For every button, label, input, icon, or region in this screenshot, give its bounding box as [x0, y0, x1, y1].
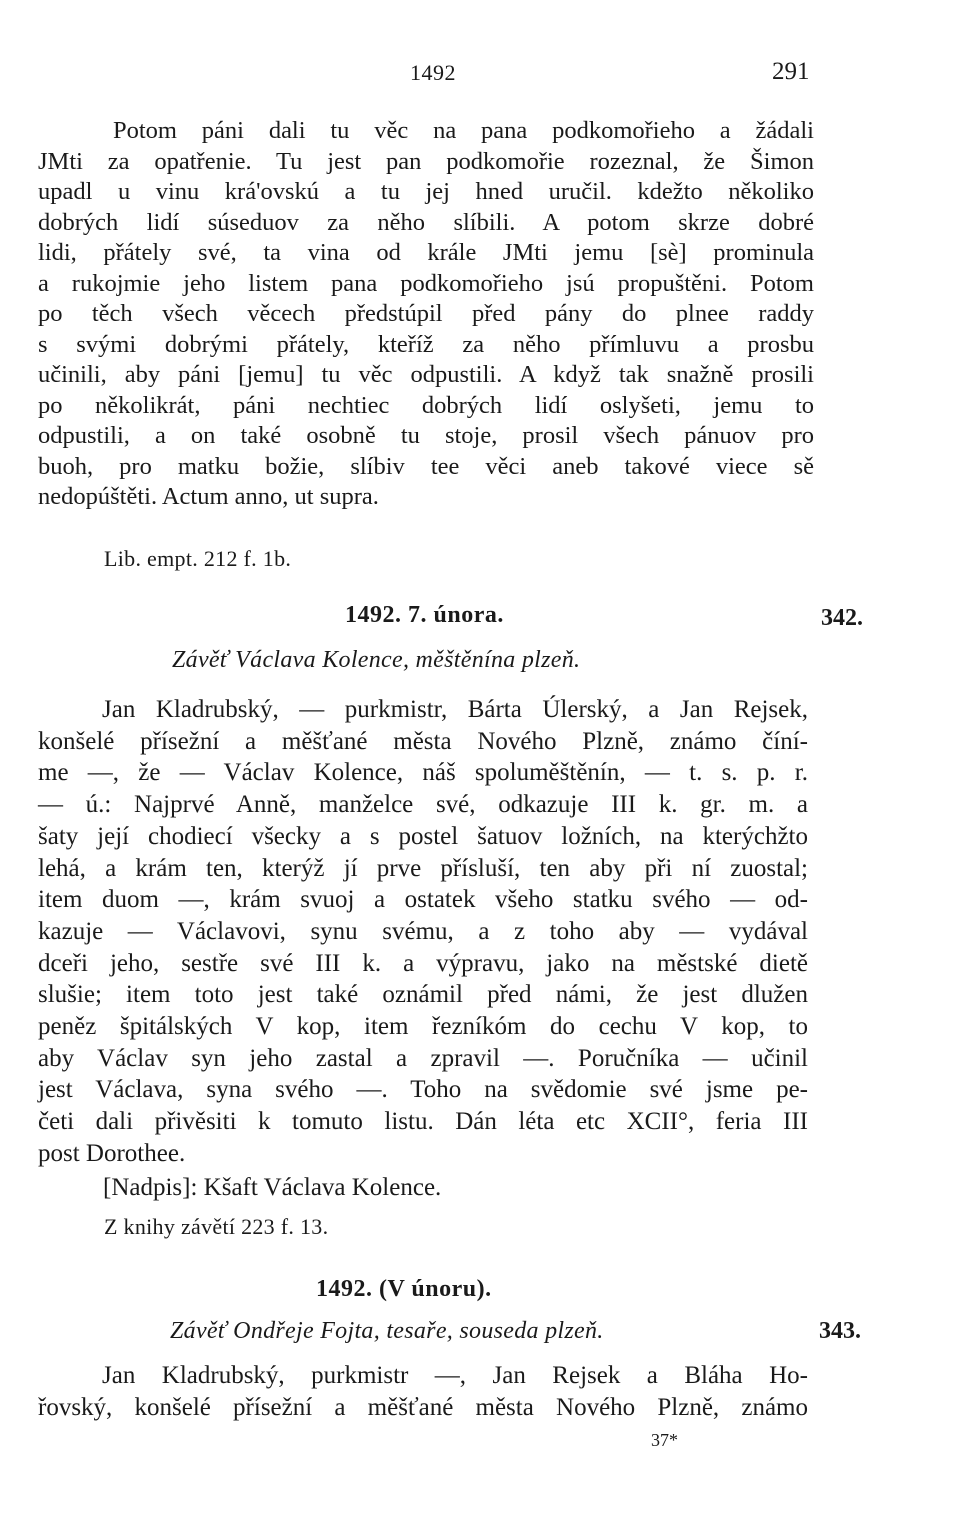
text-line: konšelé přísežní a měšťané města Nového Plzně, známo číní-: [38, 727, 808, 755]
text-line: post Dorothee.: [38, 1139, 186, 1167]
signature-heading: [Nadpis]: Kšaft Václava Kolence.: [103, 1174, 442, 1201]
source-reference: Z knihy závětí 223 f. 13.: [104, 1214, 329, 1239]
entry-title: Závěť Václava Kolence, měštěnína plzeň.: [172, 647, 581, 673]
source-reference: Lib. empt. 212 f. 1b.: [104, 546, 292, 571]
page-number: 291: [772, 58, 810, 85]
entry-body: [38, 1360, 808, 1423]
text-line: dceři jeho, sestře své III k. a výpravu, jako na městské dietě: [38, 949, 808, 977]
entry-body: [38, 694, 808, 1170]
text-line: — ú.: Najprvé Anně, manželce své, odkazuje III k. gr. m. a: [38, 791, 808, 819]
entry-number: 343.: [819, 1318, 861, 1344]
text-line: item duom —, krám svuoj a ostatek všeho statku svého — od-: [38, 886, 808, 914]
text-line: četi dali přivěsiti k tomuto listu. Dán léta etc XCII°, feria III: [38, 1108, 808, 1136]
text-line: slušie; item toto jest také oznámil před námi, že jest dlužen: [38, 981, 808, 1009]
text-line: a rukojmie jeho listem pana podkomořieho jsú propuštěni. Potom: [38, 269, 814, 297]
text-line: peněz špitálských V kop, item řezníkóm do cechu V kop, to: [38, 1013, 808, 1041]
text-line: dobrých lidí súseduov za něho slíbili. A potom skrze dobré: [38, 208, 814, 236]
entry-date: 1492. 7. února.: [345, 602, 504, 628]
text-line: jest Václava, syna svého —. Toho na svědomie své jsme pe-: [38, 1076, 808, 1104]
text-line: šaty její chodiecí všecky a s postel šatuov ložních, na kterýchžto: [38, 822, 808, 850]
opening-paragraph: [38, 116, 814, 513]
header-year: 1492: [410, 60, 456, 85]
text-line: odpustili, a on také osobně tu stoje, prosil všech pánuov pro: [38, 422, 814, 449]
text-line: Jan Kladrubský, — purkmistr, Bárta Úlerský, a Jan Rejsek,: [102, 696, 808, 723]
entry-date: 1492. (V únoru).: [316, 1276, 492, 1302]
text-line: po několikrát, páni nechtiec dobrých lidí oslyšeti, jemu to: [38, 391, 814, 419]
text-line: aby Václav syn jeho zastal a zpravil —. Poručníka — učinil: [38, 1044, 808, 1072]
text-line: učinili, aby páni [jemu] tu věc odpustili. A když tak snažně prosili: [38, 361, 814, 388]
text-line: s svými dobrými přátely, kteříž za něho přímluvu a prosbu: [38, 330, 814, 358]
text-line: lehá, a krám ten, kterýž jí prve přísluší, ten aby při ní zuostal;: [38, 854, 808, 882]
text-line: lidi, přátely své, ta vina od krále JMti jemu [sè] prominula: [38, 239, 814, 266]
text-line: nedopúštěti. Actum anno, ut supra.: [38, 483, 379, 510]
text-line: Potom páni dali tu věc na pana podkomořieho a žádali: [113, 117, 814, 144]
text-line: buoh, pro matku božie, slíbiv tee věci aneb takové viece sě: [38, 452, 814, 480]
text-line: JMti za opatřenie. Tu jest pan podkomořie rozeznal, že Šimon: [38, 147, 814, 175]
text-line: me —, že — Václav Kolence, náš spoluměštěnín, — t. s. p. r.: [38, 759, 808, 787]
entry-title: Závěť Ondřeje Fojta, tesaře, souseda plzeň.: [170, 1318, 604, 1344]
text-line: kazuje — Václavovi, synu svému, a z toho aby — vydával: [38, 917, 808, 945]
printer-signature: 37*: [651, 1430, 678, 1450]
entry-number: 342.: [821, 605, 863, 631]
text-line: po těch všech věcech předstúpil před pány do plnee raddy: [38, 300, 814, 327]
text-line: řovský, konšelé přísežní a měšťané města Nového Plzně, známo: [38, 1393, 808, 1421]
text-line: Jan Kladrubský, purkmistr —, Jan Rejsek a Bláha Ho-: [102, 1362, 808, 1389]
text-line: upadl u vinu krá'ovskú a tu jej hned uručil. kdežto několiko: [38, 178, 814, 205]
